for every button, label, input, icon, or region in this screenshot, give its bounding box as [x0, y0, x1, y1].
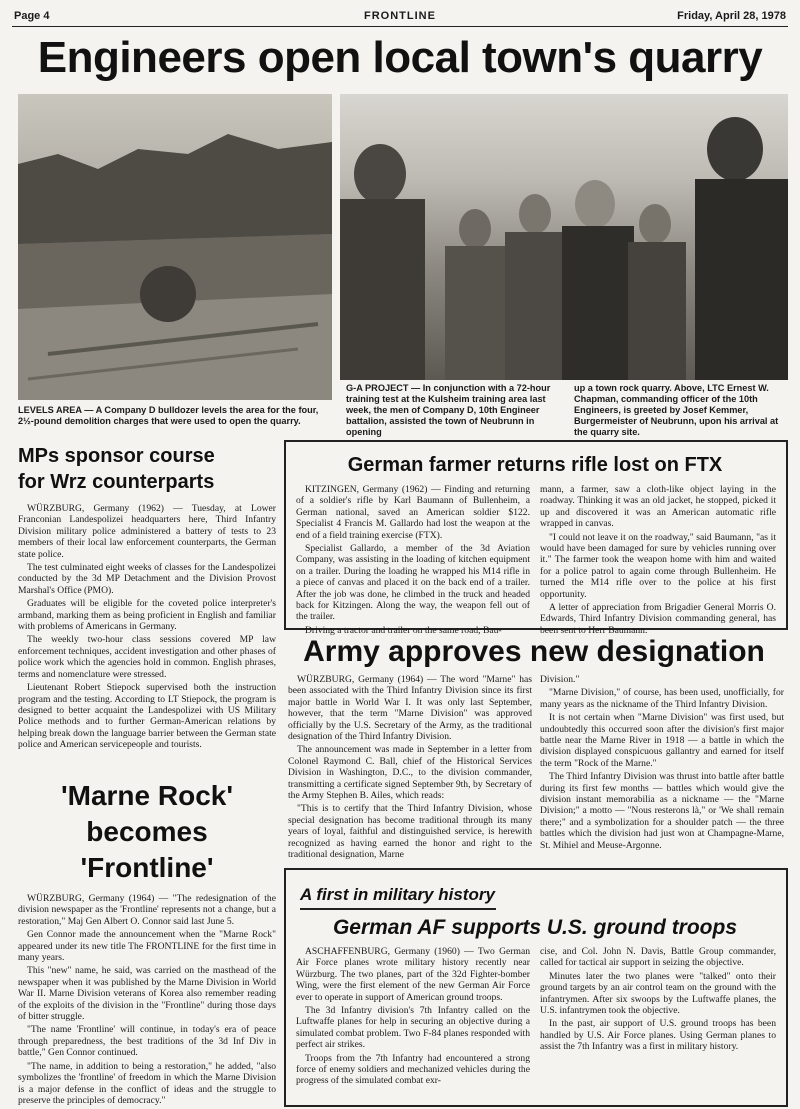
marne-rock-body — [18, 893, 276, 1105]
officers-photo-art — [340, 94, 788, 380]
farmer-body-col2 — [540, 484, 776, 636]
quarry-photo — [18, 94, 332, 400]
paragraph: This "new" name, he said, was carried on the masthead of the newspaper when it was published by the Marne Division in World War II. Marne Division veterans of Korea also remember reading of the exploits of the division in the "Frontline" during those days of bitter struggle. — [18, 965, 276, 1023]
paper-name: FRONTLINE — [364, 10, 436, 22]
paragraph: "The name 'Frontline' will continue, in today's era of peace through preparedness, the best traditions of the 3d Inf Div in battle," Gen Connor continued. — [18, 1024, 276, 1059]
marne-rock-headline-line3: 'Frontline' — [80, 852, 214, 883]
paragraph: Graduates will be eligible for the coveted police interpreter's armband, marking them as being proficient in English and familiar with problems of Americans in Germany. — [18, 598, 276, 633]
paragraph: cise, and Col. John N. Davis, Battle Group commander, called for tactical air support in seizing the objective. — [540, 946, 776, 969]
army-body-col2 — [540, 674, 784, 862]
paragraph: Lieutenant Robert Stiepock supervised both the instruction program and the testing. According to LT Stiepock, the program is designed to better acquaint the Landespolizei with US Military Police methods and to further German-American relations by helping break down the language barrier between the German state police and American servicepeople and tourists. — [18, 682, 276, 751]
paragraph: In the past, air support of U.S. ground troops has been handled by U.S. Air Force planes. Using German planes to assist the 7th Infantry was a first in military history. — [540, 1018, 776, 1053]
marne-rock-headline-line1: 'Marne Rock' — [60, 780, 234, 811]
paragraph: A letter of appreciation from Brigadier General Morris O. Edwards, Third Infantry Division commanding general, has been sent to Herr Baumann. — [540, 602, 776, 636]
paragraph: Specialist Gallardo, a member of the 3d Aviation Company, was assisting in the loading of kitchen equipment on a trailer. During the loading he wrapped his M14 rifle in a piece of canvas and placed it on the back end of a trailer. After the job was done, he climbed in the truck and headed back for Kitzingen. Along the way, the weapon fell out of the trailer. — [296, 543, 530, 623]
paragraph: "I could not leave it on the roadway," said Baumann, "as it would have been damaged for sure by vehicles running over it." The farmer took the weapon home with him and waited for a police patrol to again come through Bullenheim. He turned the M14 rifle over to the police at his first opportunity. — [540, 531, 776, 600]
marne-rock-headline-line2: becomes — [86, 816, 208, 847]
af-body-col2 — [540, 946, 776, 1098]
paragraph: The 3d Infantry division's 7th Infantry called on the Luftwaffe planes for help in securing an objective during a simulated combat problem. Two F-84 planes responded with perfect air strikes. — [296, 1005, 530, 1051]
af-body-col1 — [296, 946, 530, 1098]
af-kicker-rule — [300, 908, 496, 910]
paragraph: WÜRZBURG, Germany (1962) — Tuesday, at Lower Franconian Landespolizei headquarters here, Third Infantry Division military police administered a battery of tests to 23 members of their local law enforcement counterparts, the German state police. — [18, 503, 276, 560]
paragraph: Driving a tractor and trailer on the same road, Bau- — [305, 624, 502, 636]
paragraph: It is not certain when "Marne Division" was first used, but undoubtedly this occurred soon after the division's first major battle near the Marne River in 1918 — a battle in which the division displayed conspicuous gallantry and earned for itself the term "Rock of the Marne." — [540, 712, 784, 769]
army-headline: Army approves new designation — [303, 635, 765, 668]
mps-headline-line2: for Wrz counterparts — [18, 471, 215, 493]
officers-photo — [340, 94, 788, 380]
paragraph: WÜRZBURG, Germany (1964) — "The redesignation of the division newspaper as the 'Frontline' represents not a change, but a restoration," Maj Gen Albert O. Connor said last June 5. — [18, 893, 276, 927]
mps-body — [18, 503, 276, 778]
paragraph: Gen Connor made the announcement when the "Marne Rock" appeared under its new title The FRONTLINE for the first time in many years. — [18, 929, 276, 964]
af-kicker: A first in military history — [300, 885, 495, 904]
page-number: Page 4 — [14, 10, 50, 22]
farmer-headline: German farmer returns rifle lost on FTX — [347, 454, 723, 476]
paragraph: Troops from the 7th Infantry had encountered a strong force of enemy soldiers and mechanized vehicles during the progress of the simulated combat exr- — [296, 1052, 530, 1087]
paragraph: Minutes later the two planes were "talked" onto their ground targets by an air control team on the ground with the infantrymen. After six swoops by the Luftwaffe planes, the U.S. infantrymen took the objective. — [540, 970, 776, 1017]
paragraph: The announcement was made in September in a letter from Colonel Raymond C. Ball, chief of the Historical Services Division in Washington, D.C., to the division commander, transmitting a certificate signed September 9th, by Secretary of the Army Stephen B. Ailes, which reads: — [288, 744, 532, 802]
main-headline: Engineers open local town's quarry — [37, 33, 763, 82]
farmer-body-col1 — [296, 484, 530, 636]
paragraph: The test culminated eight weeks of classes for the Landespolizei conducted by the 3d MP Detachment and the Division Provost Marshal's Office (PMO). — [18, 562, 276, 596]
photo-caption-left: LEVELS AREA — A Company D bulldozer levels the area for the four, 2½-pound demolition charges that were used to open the quarry. — [18, 405, 319, 426]
issue-date: Friday, April 28, 1978 — [677, 10, 786, 22]
paragraph: ASCHAFFENBURG, Germany (1960) — Two German Air Force planes wrote military history recently near Würzburg. The two planes, part of the 32d Fighter-bomber Wing, were the first element of the new German Air Force ever to operate in support of American ground troops. — [296, 946, 530, 1003]
army-body-col1 — [288, 674, 532, 862]
paragraph: KITZINGEN, Germany (1962) — Finding and returning of a soldier's rifle by Karl Baumann of Bullenheim, a German national, saved an American soldier $122. Specialist 4 Francis M. Gallardo had lost the weapon at the end of a field training exercise (FTX). — [296, 484, 530, 541]
paragraph: "This is to certify that the Third Infantry Division, whose special designation has become traditional through its many years of loyal, faithful and distinguished service, is herewith recognized as having earned the honor and right to the traditional designation, Marne — [288, 803, 532, 861]
af-headline: German AF supports U.S. ground troops — [332, 916, 738, 939]
paragraph: "The name, in addition to being a restoration," he added, "also symbolizes the 'frontline' of freedom in which the Marne Division is a major defense in the conflict of ideas and the struggle to preserve the principles of democracy." — [18, 1060, 276, 1106]
paragraph: "Marne Division," of course, has been used, unofficially, for many years as the nickname of the Third Infantry Division. — [540, 687, 784, 710]
paragraph: mann, a farmer, saw a cloth-like object laying in the roadway. Thinking it was an old jacket, he stopped, picked it up and discovered it was an American automatic rifle wrapped in canvas. — [540, 484, 776, 530]
paragraph: The weekly two-hour class sessions covered MP law enforcement techniques, accident investigation and other phases of police work which the agencies hold in common. English phrases, terms and nomenclature were stressed. — [18, 634, 276, 680]
photo-caption-right-col1: G-A PROJECT — In conjunction with a 72-hour training test at the Kulsheim training area last week, the men of Company D, 10th Engineer battalion, assisted the town of Neubrunn in opening — [346, 383, 551, 437]
paragraph: WÜRZBURG, Germany (1964) — The word "Marne" has been associated with the Third Infantry Division since its first major battle in World War I. It was only last September, however, that the term "Marne Division" was approved officially by the U.S. Secretary of the Army, as the traditional designation of the Third Infantry Division. — [288, 674, 532, 743]
quarry-photo-art — [18, 94, 332, 400]
paragraph: Division." — [540, 674, 580, 685]
mps-headline-line1: MPs sponsor course — [18, 445, 215, 467]
photo-caption-right-col2: up a town rock quarry. Above, LTC Ernest W. Chapman, commanding officer of the 10th Engineers, is greeted by Josef Kemmer, Burgermeister of Neubrunn, upon his arrival at the quarry site. — [574, 383, 779, 437]
paragraph: The Third Infantry Division was thrust into battle after battle during its first few months — battles which would give the division instant memorabilia as a nickname — the "Marne Division;" a motto — "Nous resterons là," or 'We shall remain there;" and a symbolization for a shoulder patch — the three battles which the division had just won at Champagne-Marne, St. Mihiel and Meuse-Argonne. — [540, 771, 784, 851]
